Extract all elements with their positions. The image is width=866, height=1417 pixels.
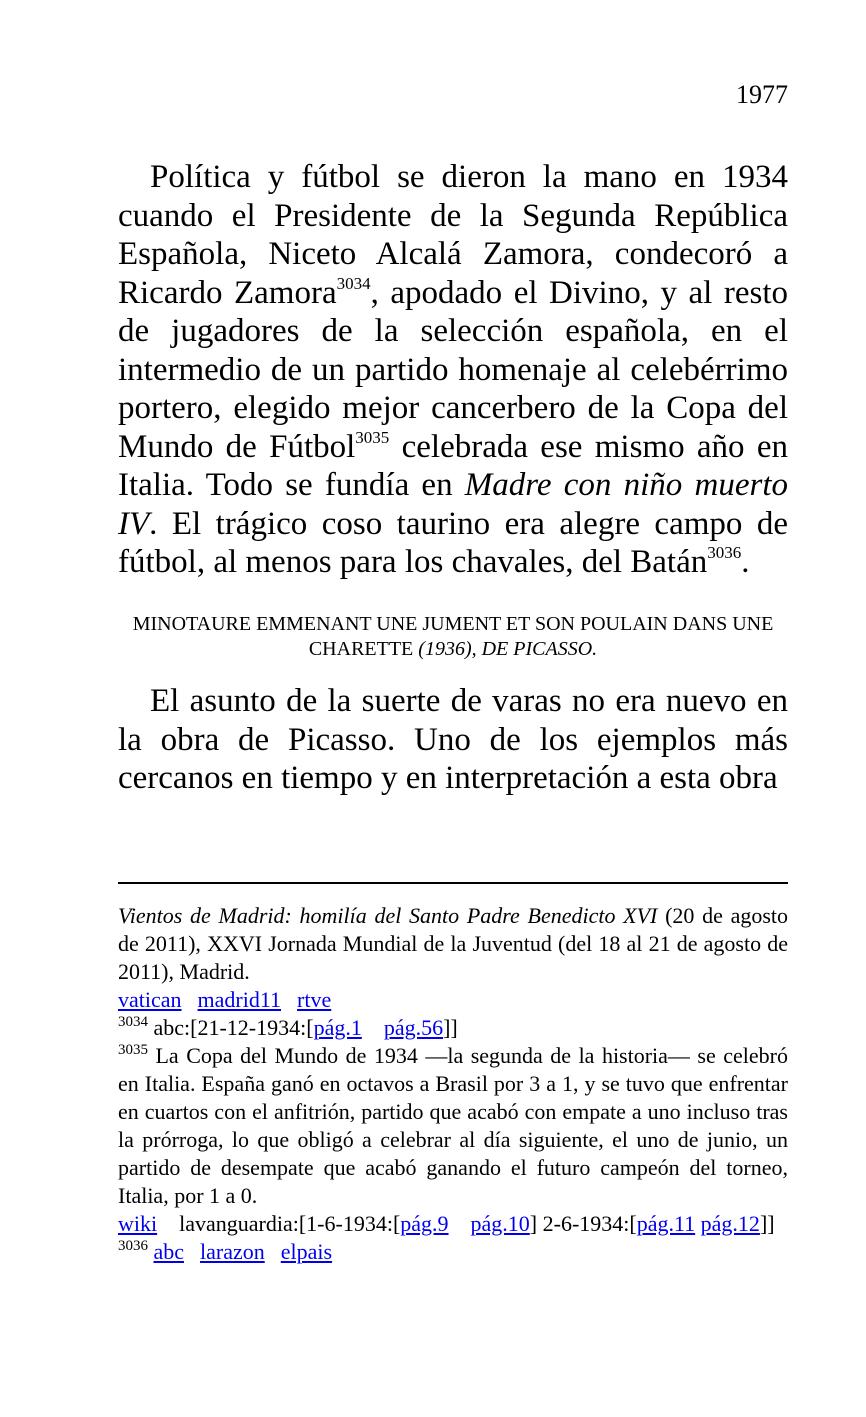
paragraph-suerte-de-varas: El asunto de la suerte de varas no era nuevo en la obra de Picasso. Uno de los ejemplos más cercanos en tiempo y en interpretación a esta obra [118, 683, 788, 796]
link-pag-11[interactable]: pág.11 [636, 1211, 696, 1236]
link-elpais[interactable]: elpais [280, 1239, 333, 1264]
footnotes [118, 902, 788, 1266]
link-pag-1[interactable]: pág.1 [313, 1015, 362, 1040]
link-wiki[interactable]: wiki [118, 1211, 158, 1236]
footnote-3034: $^{3034}$ abc:[21-12-1934:[pág.1 pág.56]] [118, 1014, 458, 1040]
link-larazon[interactable]: larazon [200, 1239, 265, 1264]
link-vatican[interactable]: vatican [118, 987, 182, 1012]
footnote-ref-3034[interactable]: 3034 [336, 273, 371, 293]
link-pag-12[interactable]: pág.12 [700, 1211, 760, 1236]
footnote-3036: $^{3036}$ abc larazon elpais [118, 1238, 333, 1264]
footnote-continuation-links [118, 986, 788, 1014]
link-madrid11[interactable]: madrid11 [197, 987, 282, 1012]
link-pag-10[interactable]: pág.10 [470, 1211, 530, 1236]
link-pag-56[interactable]: pág.56 [383, 1015, 444, 1040]
footnote-3035: $^{3035}$ La Copa del Mundo de 1934 —la segunda de la historia— se celebró en Italia. España ganó en octavos a Brasil por 3 a 1, y se tuvo que enfrentar en cuartos con el anfitrión, partido que acabó con empate a uno incluso tras la prórroga, lo que obligó a celebrar al día siguiente, el uno de junio, un partido de desempate que acabó ganando el futuro campeón del torneo, Italia, por 1 a 0. [118, 1042, 788, 1208]
link-rtve[interactable]: rtve [297, 987, 332, 1012]
footnote-divider [118, 882, 788, 884]
link-pag-9[interactable]: pág.9 [400, 1211, 449, 1236]
page-number: 1977 [736, 80, 788, 109]
footnote-ref-3035[interactable]: 3035 [355, 427, 390, 447]
section-caption: MINOTAURE EMMENANT UNE JUMENT ET SON POULAIN DANS UNE CHARETTE (1936), DE PICASSO. [132, 613, 774, 660]
footnote-3035-links: wiki lavanguardia:[1-6-1934:[pág.9 pág.10] 2-6-1934:[pág.11 pág.12]] [118, 1211, 775, 1236]
link-abc[interactable]: abc [153, 1239, 185, 1264]
paragraph-politica-futbol: Política y fútbol se dieron la mano en 1934 cuando el Presidente de la Segunda República Española, Niceto Alcalá Zamora, condecoró a Ricardo Zamora$^{3034}$, apodado el Divino, y al resto de jugadores de la selección española, en el intermedio de un partido homenaje al celebérrimo portero, elegido mejor cancerbero de la Copa del Mundo de Fútbol$^{3035}$ celebrada ese mismo año en Italia. Todo se fundía en Madre con niño muerto IV. El trágico coso taurino era alegre campo de fútbol, al menos para los chavales, del Batán$^{3036}$. [118, 159, 788, 580]
footnote-ref-3036[interactable]: 3036 [707, 543, 742, 562]
artwork-title: Madre con niño muerto IV [118, 467, 788, 542]
footnote-continuation: Vientos de Madrid: homilía del Santo Padre Benedicto XVI (20 de agosto de 2011), XXVI Jornada Mundial de la Juventud (del 18 al 21 de agosto de 2011), Madrid. [118, 903, 789, 984]
